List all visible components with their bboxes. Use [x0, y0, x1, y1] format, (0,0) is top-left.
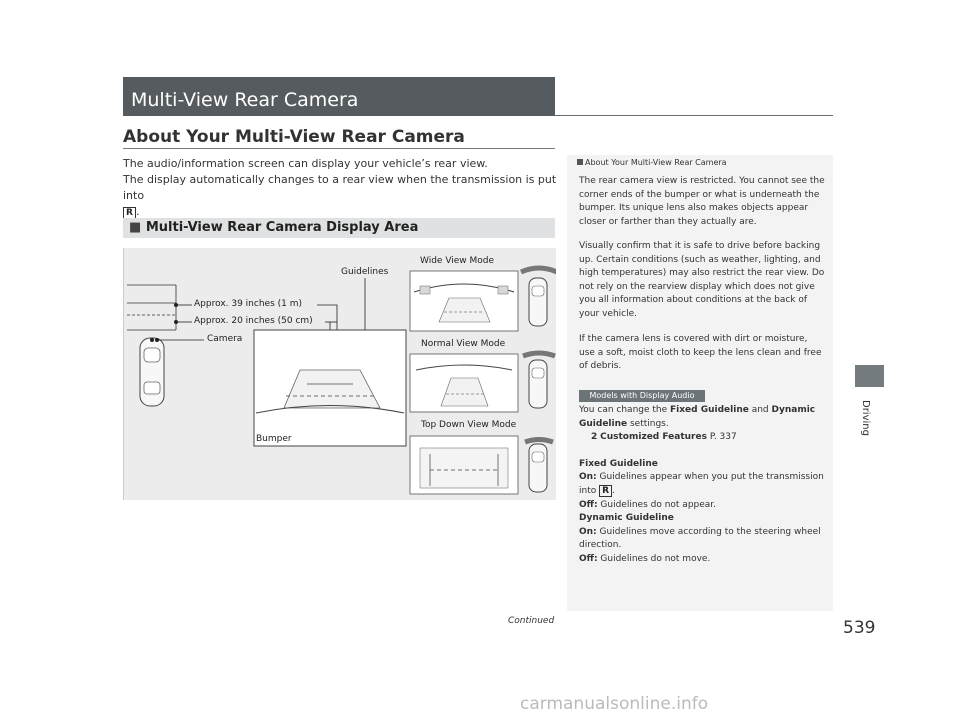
dynamic-on-line: [579, 526, 829, 553]
settings-end-text: settings.: [627, 418, 669, 429]
label-wide-view-mode: Wide View Mode: [420, 256, 495, 266]
r-key-icon: R: [123, 207, 136, 219]
fixed-on-text: Guidelines appear when you put the transmission into: [579, 472, 824, 496]
fixed-guideline-heading: [579, 458, 829, 472]
fixed-off-label: Off:: [579, 499, 598, 510]
normal-view-car-icon: [523, 353, 555, 408]
normal-view-thumbnail: [410, 354, 518, 412]
chapter-rule: [555, 115, 833, 116]
fixed-on-line: [579, 471, 829, 498]
intro-line-1: The audio/information screen can display your vehicle’s rear view.: [123, 157, 488, 170]
fixed-on-label: On:: [579, 472, 597, 483]
label-approx-39-inches: Approx. 39 inches (1 m): [194, 299, 302, 309]
models-badge: Models with Display Audio: [579, 390, 705, 402]
intro-line-2: The display automatically changes to a rear view when the transmission is put into: [123, 173, 557, 202]
section-rule: [123, 148, 555, 149]
car-top-view-icon: [140, 338, 164, 406]
label-normal-view-mode: Normal View Mode: [421, 339, 506, 349]
note-paragraph-2: Visually confirm that it is safe to drive before backing up. Certain conditions (such as weather, lighting, and high temperatures) may also restrict the rear view. Do not rely on the rearview display which does not give you all information about conditions at the back of your vehicle.: [579, 241, 825, 319]
normal-view-screen: [254, 330, 406, 446]
dynamic-on-label: On:: [579, 526, 597, 537]
sidebar-heading-text: About Your Multi-View Rear Camera: [585, 158, 727, 167]
page-number: 539: [843, 618, 876, 638]
square-bullet-icon: ■: [129, 220, 142, 235]
chapter-tab-label: Driving: [860, 400, 871, 436]
chapter-title: Multi-View Rear Camera: [131, 89, 359, 111]
chapter-tab: [855, 365, 884, 387]
cross-reference[interactable]: [579, 431, 829, 445]
camera-diagram-drawing: [124, 248, 556, 500]
r-key-icon-sidebar: R: [599, 485, 612, 497]
section-title: About Your Multi-View Rear Camera: [123, 127, 465, 147]
fixed-heading-text: Fixed Guideline: [579, 458, 658, 469]
fixed-off-text: Guidelines do not appear.: [597, 499, 717, 510]
subsection-title-text: Multi-View Rear Camera Display Area: [145, 220, 419, 235]
dynamic-guideline-heading: [579, 512, 829, 526]
label-top-down-view-mode: Top Down View Mode: [421, 420, 517, 430]
label-camera: Camera: [207, 334, 243, 344]
fixed-guideline-setting-name: Fixed Guideline: [670, 405, 749, 415]
dynamic-guideline-setting-name: Dynamic Guideline: [579, 405, 816, 429]
distance-zones-illustration: [127, 285, 176, 330]
fixed-off-line: [579, 499, 829, 513]
wide-view-thumbnail: [410, 271, 518, 331]
wide-view-car-icon: [521, 268, 556, 326]
dynamic-on-text: Guidelines move according to the steering wheel direction.: [579, 526, 821, 551]
note-marker-icon: [577, 159, 583, 165]
note-paragraph-3: If the camera lens is covered with dirt or moisture, use a soft, moist cloth to keep the lens clean and free of debris.: [579, 334, 822, 372]
dynamic-off-text: Guidelines do not move.: [597, 553, 711, 564]
guideline-settings: [579, 404, 829, 567]
label-bumper: Bumper: [256, 434, 292, 444]
watermark: carmanualsonline.info: [520, 694, 709, 714]
reference-arrow-icon: 2: [591, 432, 598, 443]
dynamic-off-line: [579, 553, 829, 567]
label-guidelines: Guidelines: [341, 267, 389, 277]
camera-diagram: [123, 248, 556, 500]
top-down-view-thumbnail: [410, 436, 518, 494]
reference-title: Customized Features: [600, 432, 707, 443]
top-down-view-car-icon: [525, 440, 553, 493]
intro-paragraph: [123, 156, 563, 220]
and-text: and: [748, 405, 772, 415]
subsection-title: [129, 220, 418, 235]
note-paragraph-1: The rear camera view is restricted. You cannot see the corner ends of the bumper or what is underneath the bumper. Its unique lens also makes objects appear closer or farther than they actually are.: [579, 176, 825, 227]
reference-page: P. 337: [706, 432, 737, 443]
sidebar-heading: [577, 158, 727, 167]
dynamic-off-label: Off:: [579, 553, 598, 564]
dynamic-heading-text: Dynamic Guideline: [579, 513, 674, 524]
change-pre-text: You can change the: [579, 405, 671, 415]
fixed-on-period: .: [612, 485, 615, 496]
continued-note: Continued: [508, 616, 555, 626]
intro-end: .: [135, 205, 140, 218]
label-approx-20-inches: Approx. 20 inches (50 cm): [194, 316, 313, 326]
change-settings-line: [579, 404, 829, 431]
